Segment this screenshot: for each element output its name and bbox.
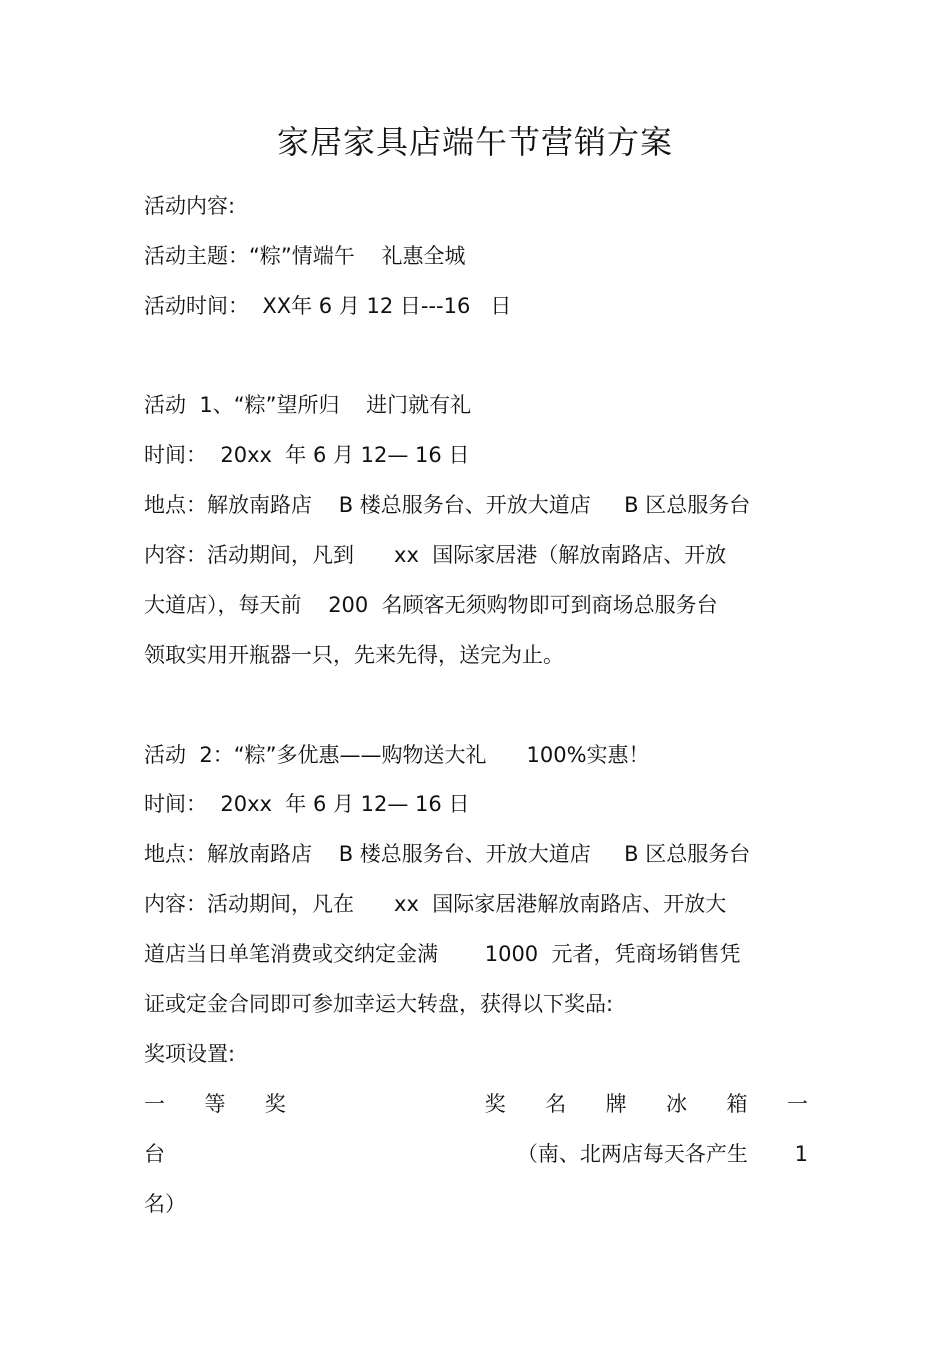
prize-char: 牌	[605, 1092, 627, 1116]
prize-gap	[325, 1089, 445, 1119]
line-activity1-time: 时间： 20xx 年 6 月 12— 16 日	[144, 443, 470, 467]
line-activity2-content-2: 道店当日单笔消费或交纳定金满 1000 元者，凭商场销售凭	[144, 942, 741, 966]
document-title: 家居家具店端午节营销方案	[276, 123, 673, 161]
line-prize-settings: 奖项设置:	[144, 1042, 236, 1066]
line-activity2-time: 时间： 20xx 年 6 月 12— 16 日	[144, 792, 470, 816]
prize-row3: 名）	[144, 1192, 186, 1216]
prize-char: 冰	[666, 1092, 688, 1116]
prize-row-first	[144, 1089, 808, 1119]
line-activity1-content-1: 内容：活动期间，凡到 xx 国际家居港（解放南路店、开放	[144, 543, 727, 567]
prize-char: 等	[204, 1092, 226, 1116]
line-activity1-content-2: 大道店），每天前 200 名顾客无须购物即可到商场总服务台	[144, 593, 718, 617]
line-activity2-content-1: 内容：活动期间，凡在 xx 国际家居港解放南路店、开放大	[144, 892, 727, 916]
prize-char: 箱	[726, 1092, 748, 1116]
line-activity-theme: 活动主题：“粽”情端午 礼惠全城	[144, 244, 466, 268]
prize-char: 一	[786, 1092, 808, 1116]
prize-row2-right: （南、北两店每天各产生 1	[516, 1142, 808, 1166]
line-activity2-location: 地点：解放南路店 B 楼总服务台、开放大道店 B 区总服务台	[144, 842, 751, 866]
line-activity-time: 活动时间： XX年 6 月 12 日---16 日	[144, 294, 512, 318]
line-activity1-location: 地点：解放南路店 B 楼总服务台、开放大道店 B 区总服务台	[144, 493, 751, 517]
prize-char: 奖	[484, 1092, 506, 1116]
line-activity1-content-3: 领取实用开瓶器一只，先来先得，送完为止。	[144, 643, 564, 667]
line-activity-content: 活动内容:	[144, 194, 236, 218]
prize-row2-left: 台	[144, 1142, 165, 1166]
prize-char: 名	[545, 1092, 567, 1116]
line-activity1-title: 活动 1、“粽”望所归 进门就有礼	[144, 393, 472, 417]
line-activity2-content-3: 证或定金合同即可参加幸运大转盘，获得以下奖品:	[144, 992, 614, 1016]
prize-char: 奖	[264, 1092, 286, 1116]
prize-char: 一	[144, 1092, 165, 1116]
line-activity2-title: 活动 2：“粽”多优惠——购物送大礼 100%实惠！	[144, 743, 650, 767]
